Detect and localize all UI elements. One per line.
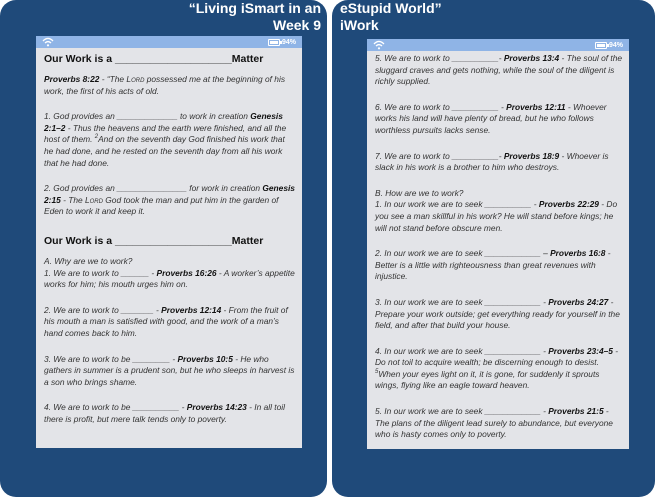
paragraph: 3. We are to work to be ________ - Proverbs 10:5 - He who gathers in summer is a prudent son, but he who sleeps in harvest is a son who brings shame. <box>44 353 295 387</box>
scripture-ref: Genesis 2:1–2 <box>44 111 283 133</box>
paragraph: Proverbs 8:22 - “The Lord possessed me at the beginning of his work, the first of his acts of old. <box>44 74 286 96</box>
scripture-ref: Genesis 2:15 <box>44 183 295 205</box>
status-bar <box>36 36 302 48</box>
paragraph: 1. God provides an _____________ to work in creation Genesis 2:1–2 - Thus the heavens and the earth were finished, and all the host of them. $^2$And on the seventh day God finished his work that he had done, and he rested on the seventh day from all his work that he had done. <box>44 111 287 168</box>
right-tablet <box>332 0 655 497</box>
section-title: Our Work is a ____________________Matter <box>44 234 264 247</box>
series-title-right: eStupid World” <box>340 0 442 16</box>
week-label: Week 9 <box>273 17 321 33</box>
paragraph: 4. We are to work to be __________ - Proverbs 14:23 - In all toil there is profit, but mere talk tends only to poverty. <box>44 402 286 424</box>
left-tablet <box>0 0 327 497</box>
scripture-ref: Proverbs 21:5 <box>548 406 604 417</box>
scripture-ref: Proverbs 22:29 <box>538 199 599 210</box>
scripture-ref: Proverbs 12:11 <box>506 101 566 112</box>
paragraph: 6. We are to work to __________ - Proverbs 12:11 - Whoever works his land will have plenty of bread, but he who follows worthless pursuits lacks sense. <box>375 101 607 135</box>
battery-percent: 94% <box>608 41 623 49</box>
paragraph: 4. In our work we are to seek ____________ - Proverbs 23:4–5 - Do not toil to acquire wealth; be discerning enough to desist. $^5$When your eyes light on it, it is gone, for suddenly it sprouts wings, flying like an eagle toward heaven. <box>375 345 619 391</box>
paragraph: 2. God provides an _______________ for work in creation Genesis 2:15 - The Lord God took the man and put him in the garden of Eden to work it and keep it. <box>44 183 295 217</box>
wifi-icon <box>42 37 54 47</box>
left-screen[interactable] <box>36 36 302 448</box>
right-screen[interactable] <box>367 39 629 449</box>
section-title: Our Work is a ____________________Matter <box>44 53 264 65</box>
scripture-ref: Proverbs 18:9 <box>503 150 560 161</box>
scripture-ref: Proverbs 24:27 <box>548 296 609 307</box>
scripture-ref: Proverbs 10:5 <box>177 353 233 364</box>
battery-icon <box>268 39 280 46</box>
scripture-ref: Proverbs 13:4 <box>503 53 560 63</box>
scripture-ref: Proverbs 12:14 <box>161 304 222 315</box>
paragraph: 2. In our work we are to seek ____________ – Proverbs 16:8 - Better is a little with righteousness than great revenues with injustice. <box>375 248 611 282</box>
battery-indicator <box>268 37 296 47</box>
battery-percent: 94% <box>281 38 296 46</box>
paragraph: B. How are we to work? 1. In our work we are to seek __________ - Proverbs 22:29 - Do you see a man skillful in his work? He will stand before kings; he will not stand before obscure men. <box>375 187 618 233</box>
left-content <box>36 48 302 425</box>
paragraph: 5. In our work we are to seek ____________ - Proverbs 21:5 - The plans of the diligent lead surely to abundance, but everyone who is hasty comes only to poverty. <box>375 406 613 440</box>
paragraph: 5. We are to work to __________- Proverbs 13:4 - The soul of the sluggard craves and gets nothing, while the soul of the diligent is richly supplied. <box>375 53 623 87</box>
scripture-ref: Proverbs 16:26 <box>156 267 217 278</box>
scripture-ref: Proverbs 8:22 <box>44 74 100 84</box>
scripture-ref: Proverbs 23:4–5 <box>548 345 613 356</box>
battery-indicator <box>595 40 623 50</box>
battery-icon <box>595 42 607 49</box>
paragraph: 2. We are to work to _______ - Proverbs 12:14 - From the fruit of his mouth a man is satisfied with good, and the work of a man’s hand comes back to him. <box>44 304 288 338</box>
paragraph: 3. In our work we are to seek ____________ - Proverbs 24:27 - Prepare your work outside; get everything ready for yourself in the field, and after that build your house. <box>375 296 620 331</box>
battery-fill <box>270 41 278 44</box>
scripture-ref: Proverbs 14:23 <box>186 402 247 413</box>
battery-fill <box>597 44 605 47</box>
paragraph: A. Why are we to work? 1. We are to work to ______ - Proverbs 16:26 - A worker’s appetite works for him; his mouth urges him on. <box>44 255 295 290</box>
series-title-left: “Living iSmart in an <box>188 0 321 16</box>
wifi-icon <box>373 40 385 50</box>
topic-label: iWork <box>340 17 379 33</box>
status-bar <box>367 39 629 51</box>
scripture-ref: Proverbs 16:8 <box>550 248 606 259</box>
paragraph: 7. We are to work to __________- Proverbs 18:9 - Whoever is slack in his work is a brother to him who destroys. <box>375 150 609 173</box>
right-content <box>367 51 629 441</box>
